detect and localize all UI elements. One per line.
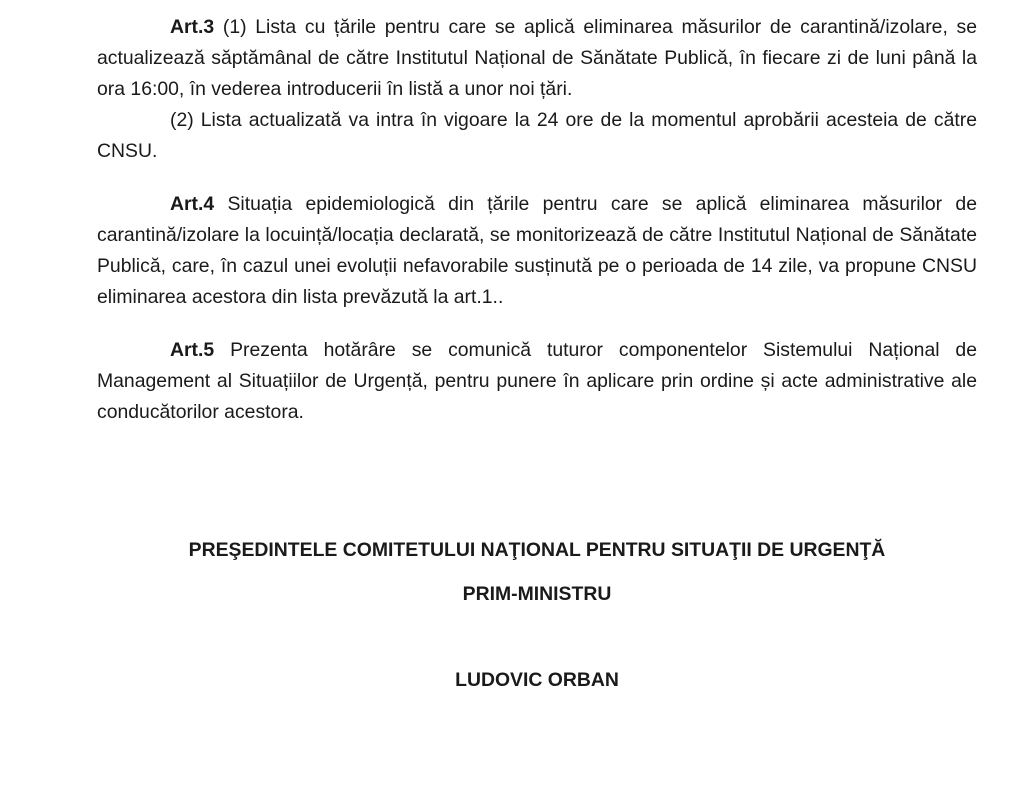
article-3-label: Art.3 xyxy=(170,16,215,38)
signature-role: PRIM-MINISTRU xyxy=(462,583,612,605)
article-4-text: Situația epidemiologică din țările pentru care se aplică eliminarea măsurilor de carantină/izolare la locuință/locația declarată, se monitorizează de către Institutul Național de Sănătate Publică, care, în cazul unei evoluții nefavorabile susținută pe o perioada de 14 zile, va propune CNSU eliminarea acestora din lista prevăzută la art.1.. xyxy=(97,193,977,308)
article-3-paragraph-1 xyxy=(97,12,977,105)
article-3-paragraph-2 xyxy=(97,105,977,167)
article-3-text-1: (1) Lista cu țările pentru care se aplică eliminarea măsurilor de carantină/izolare, se actualizează săptămânal de către Institutul Național de Sănătate Publică, în fiecare zi de luni până la ora 16:00, în vederea introducerii în listă a unor noi țări. xyxy=(97,16,977,100)
document-body xyxy=(97,12,977,428)
article-4-label: Art.4 xyxy=(170,193,215,215)
signature-name: LUDOVIC ORBAN xyxy=(455,669,619,691)
article-5-label: Art.5 xyxy=(170,339,215,361)
article-5-text: Prezenta hotărâre se comunică tuturor componentelor Sistemului Național de Management al Situațiilor de Urgență, pentru punere în aplicare prin ordine și acte administrative ale conducătorilor acestora. xyxy=(97,339,977,423)
article-3-text-2: (2) Lista actualizată va intra în vigoare la 24 ore de la momentul aprobării acesteia de către CNSU. xyxy=(97,109,977,162)
article-4-paragraph xyxy=(97,189,977,313)
article-5-paragraph xyxy=(97,335,977,428)
signature-title: PREŞEDINTELE COMITETULUI NAŢIONAL PENTRU SITUAŢII DE URGENŢĂ xyxy=(188,539,886,561)
